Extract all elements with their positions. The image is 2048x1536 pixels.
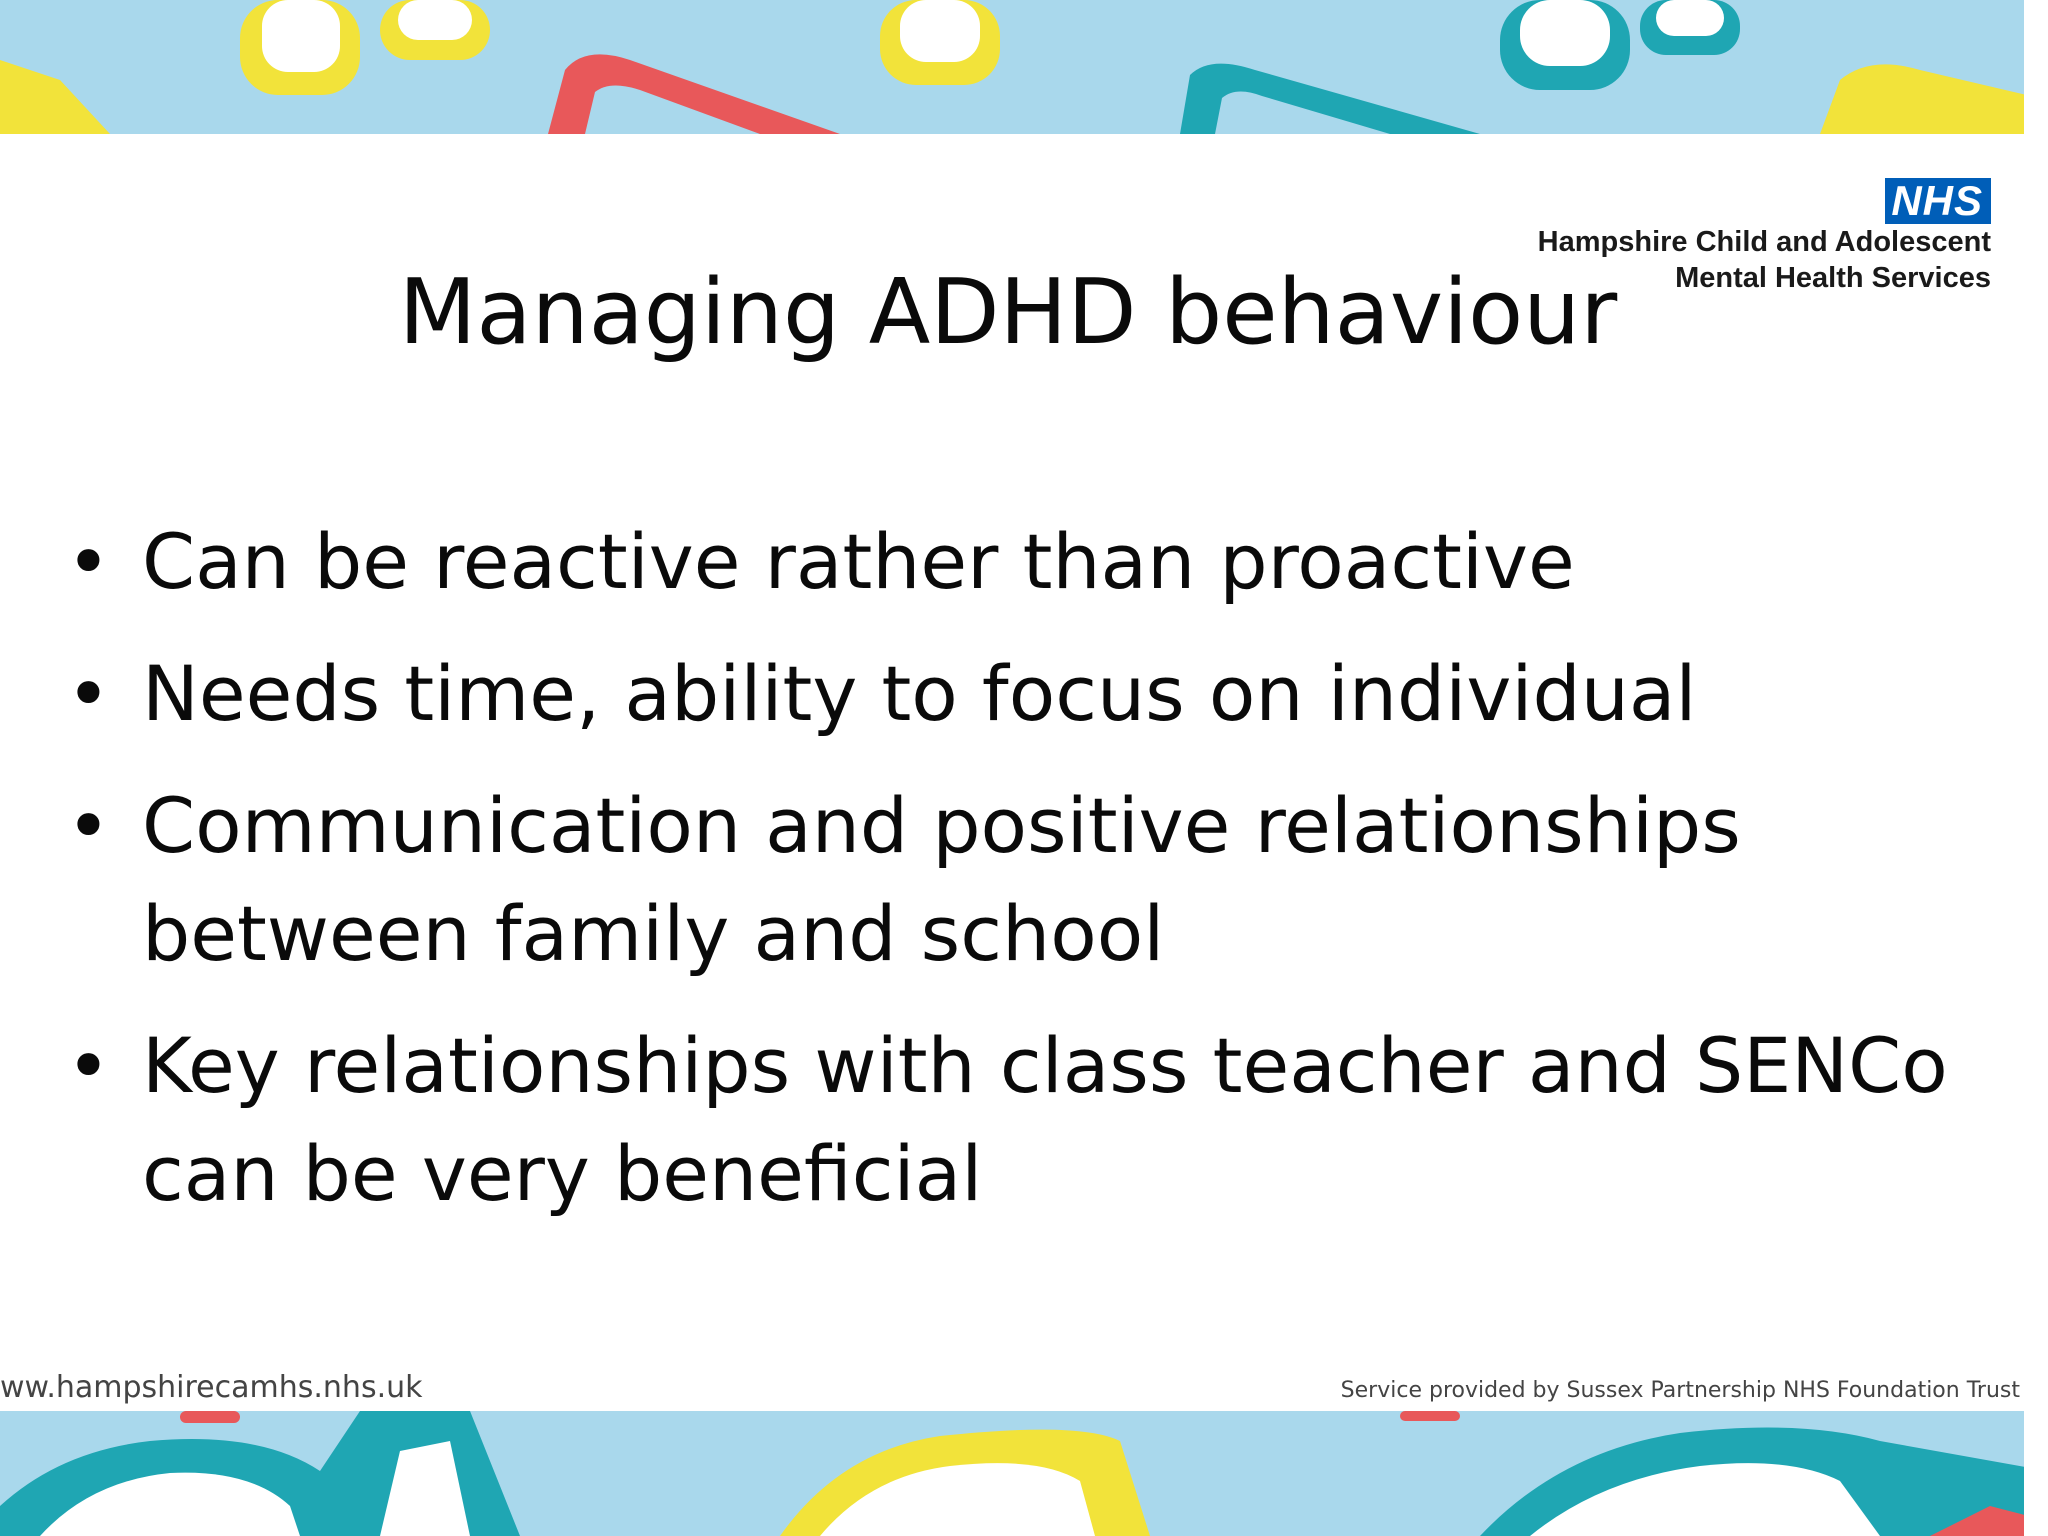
bullet-text: Communication and positive relationships between family and school xyxy=(142,781,1741,978)
yellow-glasses-icon-3 xyxy=(780,1430,1150,1536)
nhs-logo: NHS xyxy=(1885,178,1991,224)
yellow-glasses-icon xyxy=(240,0,490,95)
glasses-pattern-bottom xyxy=(0,1411,2048,1536)
bullet-icon: • xyxy=(66,517,111,606)
teal-glasses-icon-3 xyxy=(0,1411,520,1536)
footer-website: ww.hampshirecamhs.nhs.uk xyxy=(0,1370,423,1405)
yellow-glasses-arm-2 xyxy=(1820,64,2048,134)
bullet-item xyxy=(60,508,1960,616)
yellow-glasses-arm xyxy=(0,60,110,134)
top-banner xyxy=(0,0,2048,134)
bullet-item xyxy=(60,640,1960,748)
teal-glasses-icon-2 xyxy=(1500,0,1740,90)
bullet-text: Needs time, ability to focus on individual xyxy=(142,649,1697,738)
slide-title-container xyxy=(0,258,2048,368)
bullet-item xyxy=(60,1012,1960,1228)
bullet-text: Key relationships with class teacher and SENCo can be very beneficial xyxy=(142,1021,1948,1218)
bullet-text: Can be reactive rather than proactive xyxy=(142,517,1575,606)
glasses-pattern-top xyxy=(0,0,2048,134)
slide-title: Managing ADHD behaviour xyxy=(398,260,1618,365)
bullet-icon: • xyxy=(66,649,111,738)
yellow-glasses-icon-2 xyxy=(880,0,1000,85)
bottom-banner xyxy=(0,1411,2048,1536)
bullet-icon: • xyxy=(66,781,111,870)
org-name-line1: Hampshire Child and Adolescent xyxy=(1537,226,1991,258)
bullet-icon: • xyxy=(66,1021,111,1110)
bullet-item xyxy=(60,772,1960,988)
bullet-list xyxy=(60,508,1960,1252)
slide-edge xyxy=(2024,0,2048,1536)
footer-provider: Service provided by Sussex Partnership NHS Foundation Trust xyxy=(1340,1378,2020,1403)
org-name-line2: Mental Health Services xyxy=(1675,262,1991,294)
